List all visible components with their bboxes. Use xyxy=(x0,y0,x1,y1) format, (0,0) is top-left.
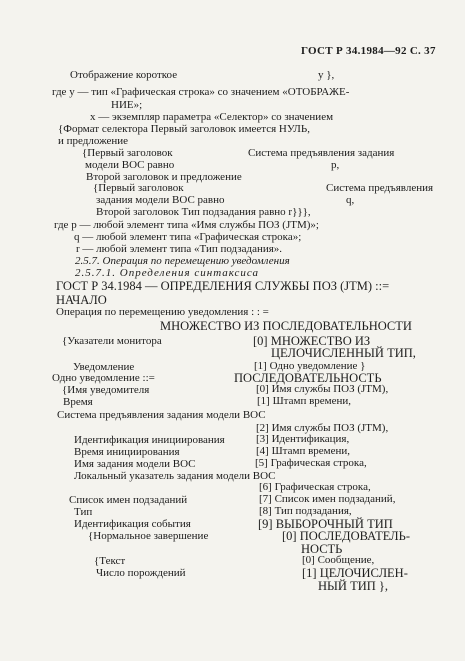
text-line: Идентификация инициирования xyxy=(74,434,225,446)
text-line: [8] Тип подзадания, xyxy=(259,505,352,517)
text-line: [9] ВЫБОРОЧНЫЙ ТИП xyxy=(258,517,393,531)
text-line: Имя задания модели ВОС xyxy=(74,458,196,470)
text-line: ГОСТ Р 34.1984 — ОПРЕДЕЛЕНИЯ СЛУЖБЫ ПОЗ (JTM) ::= xyxy=(56,279,390,293)
text-line: Система предъявления задания xyxy=(248,147,395,159)
text-line: 2.5.7.1. Определения синтаксиса xyxy=(75,267,260,279)
text-line: {Нормальное завершение xyxy=(88,530,209,542)
text-line: {Текст xyxy=(94,555,126,567)
text-line: [7] Список имен подзаданий, xyxy=(259,493,396,505)
text-line: [1] Штамп времени, xyxy=(257,395,352,407)
text-line: МНОЖЕСТВО ИЗ ПОСЛЕДОВАТЕЛЬНОСТИ xyxy=(160,319,412,333)
text-line: {Первый заголовок xyxy=(82,147,173,159)
text-line: ПОСЛЕДОВАТЕЛЬНОСТЬ xyxy=(234,371,382,385)
text-line: Система предъявления xyxy=(326,182,434,194)
text-line: [4] Штамп времени, xyxy=(256,445,351,457)
text-line: {Имя уведомителя xyxy=(62,384,150,396)
text-line: {Указатели монитора xyxy=(62,335,162,347)
text-line: [6] Графическая строка, xyxy=(259,481,371,493)
text-line: р, xyxy=(331,159,340,171)
text-line: q, xyxy=(346,194,355,206)
text-line: Локальный указатель задания модели ВОС xyxy=(74,470,276,482)
text-line: Идентификация события xyxy=(74,518,191,530)
text-line: Операция по перемещению уведомления : : = xyxy=(56,306,269,318)
text-line: Тип xyxy=(74,506,93,518)
text-line: ЦЕЛОЧИСЛЕННЫЙ ТИП, xyxy=(271,346,416,360)
text-line: [1] ЦЕЛОЧИСЛЕН- xyxy=(302,566,408,580)
text-line: Время xyxy=(63,396,93,408)
page-header: ГОСТ Р 34.1984—92 С. 37 xyxy=(301,45,436,57)
text-line: Одно уведомление ::= xyxy=(52,372,155,384)
text-line: [3] Идентификация, xyxy=(256,433,350,445)
text-line: 2.5.7. Операция по перемещению уведомления xyxy=(75,255,290,267)
text-line: где у — тип «Графическая строка» со значением «ОТОБРАЖЕ- xyxy=(52,86,350,98)
text-line: НЫЙ ТИП }, xyxy=(318,579,389,593)
text-line: Второй заголовок и предложение xyxy=(86,171,242,183)
text-line: х — экземпляр параметра «Селектор» со значением xyxy=(90,111,334,123)
text-line: [0] ПОСЛЕДОВАТЕЛЬ- xyxy=(282,529,411,543)
text-line: задания модели ВОС равно xyxy=(96,194,225,206)
text-line: Уведомление xyxy=(73,361,135,373)
text-line: Список имен подзаданий xyxy=(69,494,188,506)
text-line: Второй заголовок Тип подзадания равно r}}}, xyxy=(96,206,311,218)
text-line: [0] Имя службы ПОЗ (JTM), xyxy=(256,383,389,395)
text-line: НОСТЬ xyxy=(301,542,343,556)
text-line: [5] Графическая строка, xyxy=(255,457,367,469)
text-line: [0] МНОЖЕСТВО ИЗ xyxy=(253,334,371,348)
text-line: у }, xyxy=(318,69,335,81)
text-line: модели ВОС равно xyxy=(85,159,175,171)
text-line: и предложение xyxy=(58,135,129,147)
text-line: Время инициирования xyxy=(74,446,180,458)
text-line: НИЕ»; xyxy=(111,99,143,111)
text-line: [2] Имя службы ПОЗ (JTM), xyxy=(256,422,389,434)
text-line: Число порождений xyxy=(96,567,186,579)
text-line: где р — любой элемент типа «Имя службы ПОЗ (JTM)»; xyxy=(54,219,319,231)
text-line: Система предъявления задания модели ВОС xyxy=(57,409,266,421)
text-line: Отображение короткое xyxy=(70,69,178,81)
text-line: [0] Сообщение, xyxy=(302,554,375,566)
text-line: q — любой элемент типа «Графическая строка»; xyxy=(74,231,302,243)
text-line: [1] Одно уведомление } xyxy=(254,360,366,372)
text-line: r — любой элемент типа «Тип подзадания». xyxy=(76,243,283,255)
text-line: {Первый заголовок xyxy=(93,182,184,194)
text-line: {Формат селектора Первый заголовок имеется НУЛЬ, xyxy=(58,123,310,135)
text-line: НАЧАЛО xyxy=(56,293,107,307)
